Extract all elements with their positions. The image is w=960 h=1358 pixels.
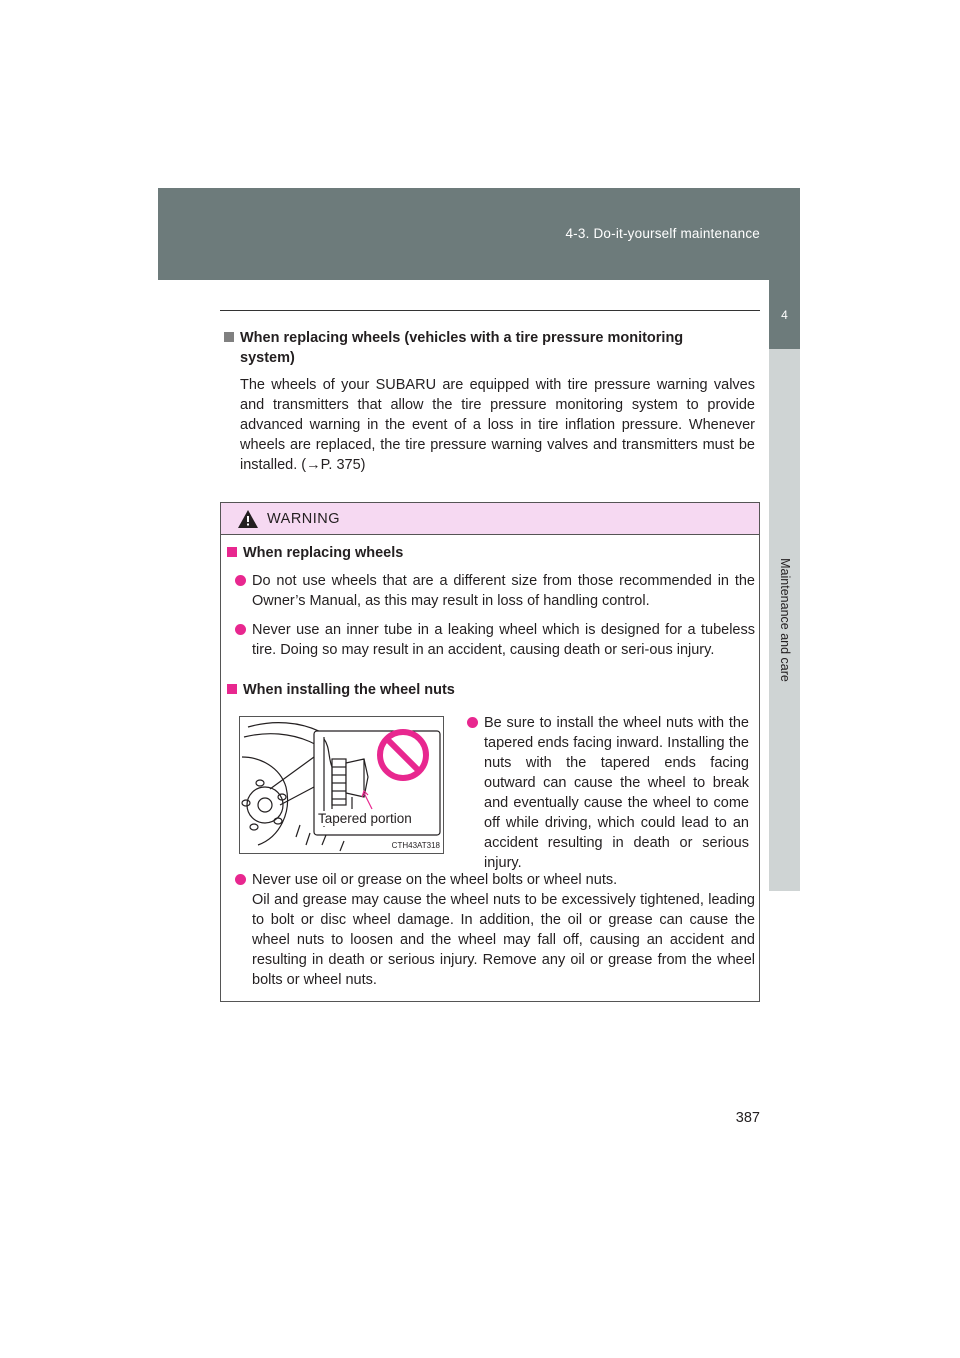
bullet-dot-icon <box>467 717 478 728</box>
warning-item-oil-grease <box>235 870 755 990</box>
warning-item-text: Never use an inner tube in a leaking wheel which is designed for a tubeless tire. Doing so may result in an accident, causing death or seri-ous injury. <box>252 622 755 658</box>
chapter-tab-number[interactable]: 4 <box>769 280 800 349</box>
chapter-tab-label[interactable] <box>769 349 800 891</box>
bullet-dot-icon <box>235 575 246 586</box>
warning-subheading-text: When installing the wheel nuts <box>243 682 455 698</box>
wheel-hub-drawing <box>240 717 443 853</box>
warning-item-text-line1: Never use oil or grease on the wheel bolts or wheel nuts. <box>252 872 618 888</box>
warning-subheading-text: When replacing wheels <box>243 545 404 561</box>
illustration-caption: Tapered portion <box>318 811 412 826</box>
section-body: The wheels of your SUBARU are equipped with tire pressure warning valves and transmitters that allow the tire pressure monitoring system to provide advanced warning in the event of a loss in tire inflation pressure. Whenever wheels are replaced, the tire pressure warning valves and transmitters must be installed. (→P. 375) <box>240 377 755 473</box>
wheel-nut-illustration <box>239 716 444 854</box>
page-number: 387 <box>735 1110 760 1126</box>
warning-triangle-icon <box>237 509 259 529</box>
bullet-square-icon <box>224 332 234 342</box>
warning-item-text: Be sure to install the wheel nuts with the tapered ends facing inward. Installing the nuts with the tapered ends facing outward can cause the wheel to break and eventually cause the wheel to come off while driving, which could lead to an accident resulting in death or serious injury. <box>484 715 749 871</box>
warning-heading: WARNING <box>267 510 341 527</box>
illustration-code: CTH43AT318 <box>391 841 440 850</box>
section-title-line1: When replacing wheels (vehicles with a tire pressure monitoring <box>240 330 684 346</box>
warning-item-text-line2: Oil and grease may cause the wheel nuts to be excessively tightened, leading to bolt or disc wheel damage. In addition, the oil or grease can cause the wheel nuts to loosen and the wheel may fall off, causing an accident and resulting in death or serious injury. Remove any oil or grease from the wheel bolts or wheel nuts. <box>252 892 755 988</box>
warning-subheading-replacing <box>227 543 747 563</box>
warning-item-wheel-size <box>235 571 755 611</box>
warning-item-tapered-ends <box>467 713 749 873</box>
section-header-title: 4-3. Do-it-yourself maintenance <box>565 226 760 241</box>
header-band <box>158 188 800 280</box>
bullet-dot-icon <box>235 874 246 885</box>
warning-header <box>221 503 759 535</box>
bullet-dot-icon <box>235 624 246 635</box>
warning-box <box>220 502 760 1002</box>
pink-square-icon <box>227 684 237 694</box>
warning-item-text: Do not use wheels that are a different size from those recommended in the Owner’s Manual, as this may result in loss of handling control. <box>252 573 755 609</box>
warning-subheading-nuts <box>227 680 747 700</box>
section-title <box>224 328 756 368</box>
chapter-tab-text: Maintenance and care <box>777 558 792 682</box>
top-divider <box>220 310 760 311</box>
section-title-line2: system) <box>240 350 295 366</box>
warning-item-inner-tube <box>235 620 755 660</box>
pink-square-icon <box>227 547 237 557</box>
